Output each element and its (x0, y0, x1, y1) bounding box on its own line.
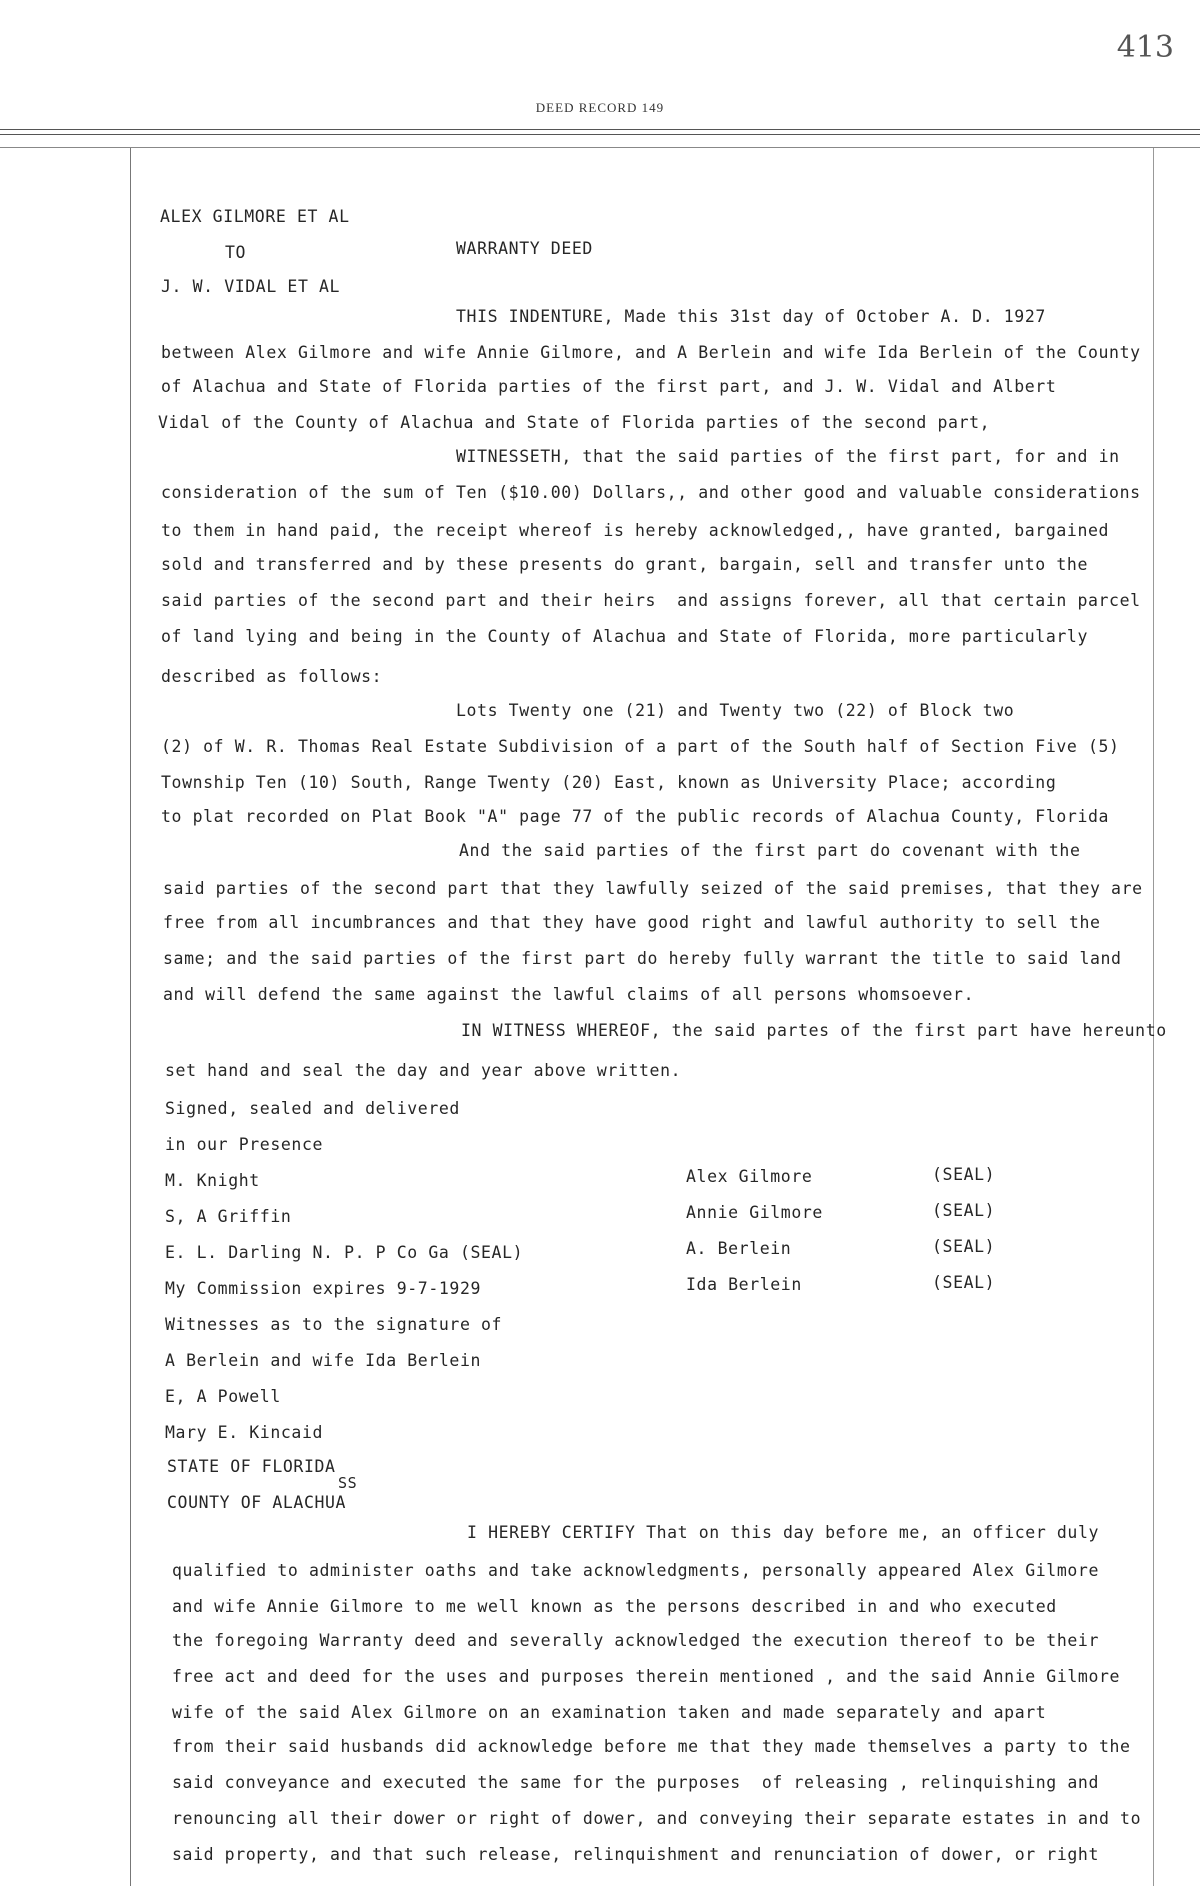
witness-name: E, A Powell (165, 1387, 281, 1406)
header-rule-third (0, 147, 1200, 148)
body-line: Vidal of the County of Alachua and State of Florida parties of the second part, (158, 413, 991, 432)
document-type: WARRANTY DEED (456, 239, 593, 258)
certificate-line: qualified to administer oaths and take acknowledgments, personally appeared Alex Gilmore (172, 1561, 1099, 1580)
body-line: said parties of the second part that they lawfully seized of the said premises, that they are (163, 879, 1143, 898)
certificate-line: said property, and that such release, relinquishment and renunciation of dower, or right (172, 1845, 1099, 1864)
certificate-line: renouncing all their dower or right of dower, and conveying their separate estates in and to (172, 1809, 1142, 1828)
to-label: TO (225, 243, 247, 262)
body-line: THIS INDENTURE, Made this 31st day of October A. D. 1927 (456, 307, 1046, 326)
body-line: to plat recorded on Plat Book "A" page 77 of the public records of Alachua County, Florida (161, 807, 1110, 826)
grantor-name: ALEX GILMORE ET AL (160, 207, 350, 226)
certificate-line: wife of the said Alex Gilmore on an examination taken and made separately and apart (172, 1703, 1047, 1722)
header-rule-bottom (0, 134, 1200, 135)
body-line: IN WITNESS WHEREOF, the said partes of the first part have hereunto (461, 1021, 1167, 1040)
body-line: consideration of the sum of Ten ($10.00) Dollars,, and other good and valuable considerations (161, 483, 1141, 502)
signature-name: A. Berlein (686, 1239, 792, 1258)
body-line: of Alachua and State of Florida parties of the first part, and J. W. Vidal and Albert (161, 377, 1057, 396)
body-line: Lots Twenty one (21) and Twenty two (22) of Block two (456, 701, 1015, 720)
body-line: free from all incumbrances and that they have good right and lawful authority to sell the (163, 913, 1101, 932)
commission-line: My Commission expires 9-7-1929 (165, 1279, 482, 1298)
body-line: sold and transferred and by these presents do grant, bargain, sell and transfer unto the (161, 555, 1088, 574)
body-line: described as follows: (161, 667, 383, 686)
body-line: said parties of the second part and their heirs and assigns forever, all that certain parcel (161, 591, 1141, 610)
seal-mark: (SEAL) (932, 1165, 996, 1184)
body-line: WITNESSETH, that the said parties of the first part, for and in (456, 447, 1120, 466)
grantee-name: J. W. VIDAL ET AL (161, 277, 341, 296)
witness-name: Mary E. Kincaid (165, 1423, 324, 1442)
certificate-line: said conveyance and executed the same for the purposes of releasing , relinquishing and (172, 1773, 1099, 1792)
right-margin-line (1153, 148, 1154, 1886)
header-rule-top (0, 129, 1200, 130)
body-line: and will defend the same against the lawful claims of all persons whomsoever. (163, 985, 975, 1004)
witness-name: S, A Griffin (165, 1207, 292, 1226)
body-line: to them in hand paid, the receipt whereof is hereby acknowledged,, have granted, bargained (161, 521, 1110, 540)
certificate-line: free act and deed for the uses and purposes therein mentioned , and the said Annie Gilmore (172, 1667, 1121, 1686)
certificate-line: and wife Annie Gilmore to me well known as the persons described in and who executed (172, 1597, 1057, 1616)
page-number: 413 (1116, 30, 1174, 65)
left-margin-line (130, 148, 131, 1886)
body-line: of land lying and being in the County of Alachua and State of Florida, more particularly (161, 627, 1088, 646)
seal-mark: (SEAL) (932, 1273, 996, 1292)
certificate-line: I HEREBY CERTIFY That on this day before me, an officer duly (467, 1523, 1100, 1542)
certificate-line: the foregoing Warranty deed and severally acknowledged the execution thereof to be their (172, 1631, 1099, 1650)
venue-state: STATE OF FLORIDA (167, 1457, 336, 1476)
body-line: Township Ten (10) South, Range Twenty (20) East, known as University Place; according (161, 773, 1057, 792)
signature-name: Annie Gilmore (686, 1203, 823, 1222)
certificate-line: from their said husbands did acknowledge before me that they made themselves a party to the (172, 1737, 1131, 1756)
in-presence-line: in our Presence (165, 1135, 324, 1154)
venue-county: COUNTY OF ALACHUA (167, 1493, 347, 1512)
witness-note: A Berlein and wife Ida Berlein (165, 1351, 482, 1370)
seal-mark: (SEAL) (932, 1201, 996, 1220)
venue-ss: SS (338, 1474, 358, 1492)
body-line: between Alex Gilmore and wife Annie Gilmore, and A Berlein and wife Ida Berlein of the County (161, 343, 1141, 362)
signed-sealed-line: Signed, sealed and delivered (165, 1099, 460, 1118)
body-line: set hand and seal the day and year above written. (165, 1061, 682, 1080)
notary-line: E. L. Darling N. P. P Co Ga (SEAL) (165, 1243, 524, 1262)
record-header: DEED RECORD 149 (535, 100, 665, 115)
seal-mark: (SEAL) (932, 1237, 996, 1256)
witness-note: Witnesses as to the signature of (165, 1315, 503, 1334)
signature-name: Ida Berlein (686, 1275, 802, 1294)
body-line: And the said parties of the first part do covenant with the (459, 841, 1081, 860)
body-line: (2) of W. R. Thomas Real Estate Subdivision of a part of the South half of Section Five (5) (161, 737, 1120, 756)
signature-name: Alex Gilmore (686, 1167, 813, 1186)
witness-name: M. Knight (165, 1171, 260, 1190)
body-line: same; and the said parties of the first part do hereby fully warrant the title to said land (163, 949, 1122, 968)
